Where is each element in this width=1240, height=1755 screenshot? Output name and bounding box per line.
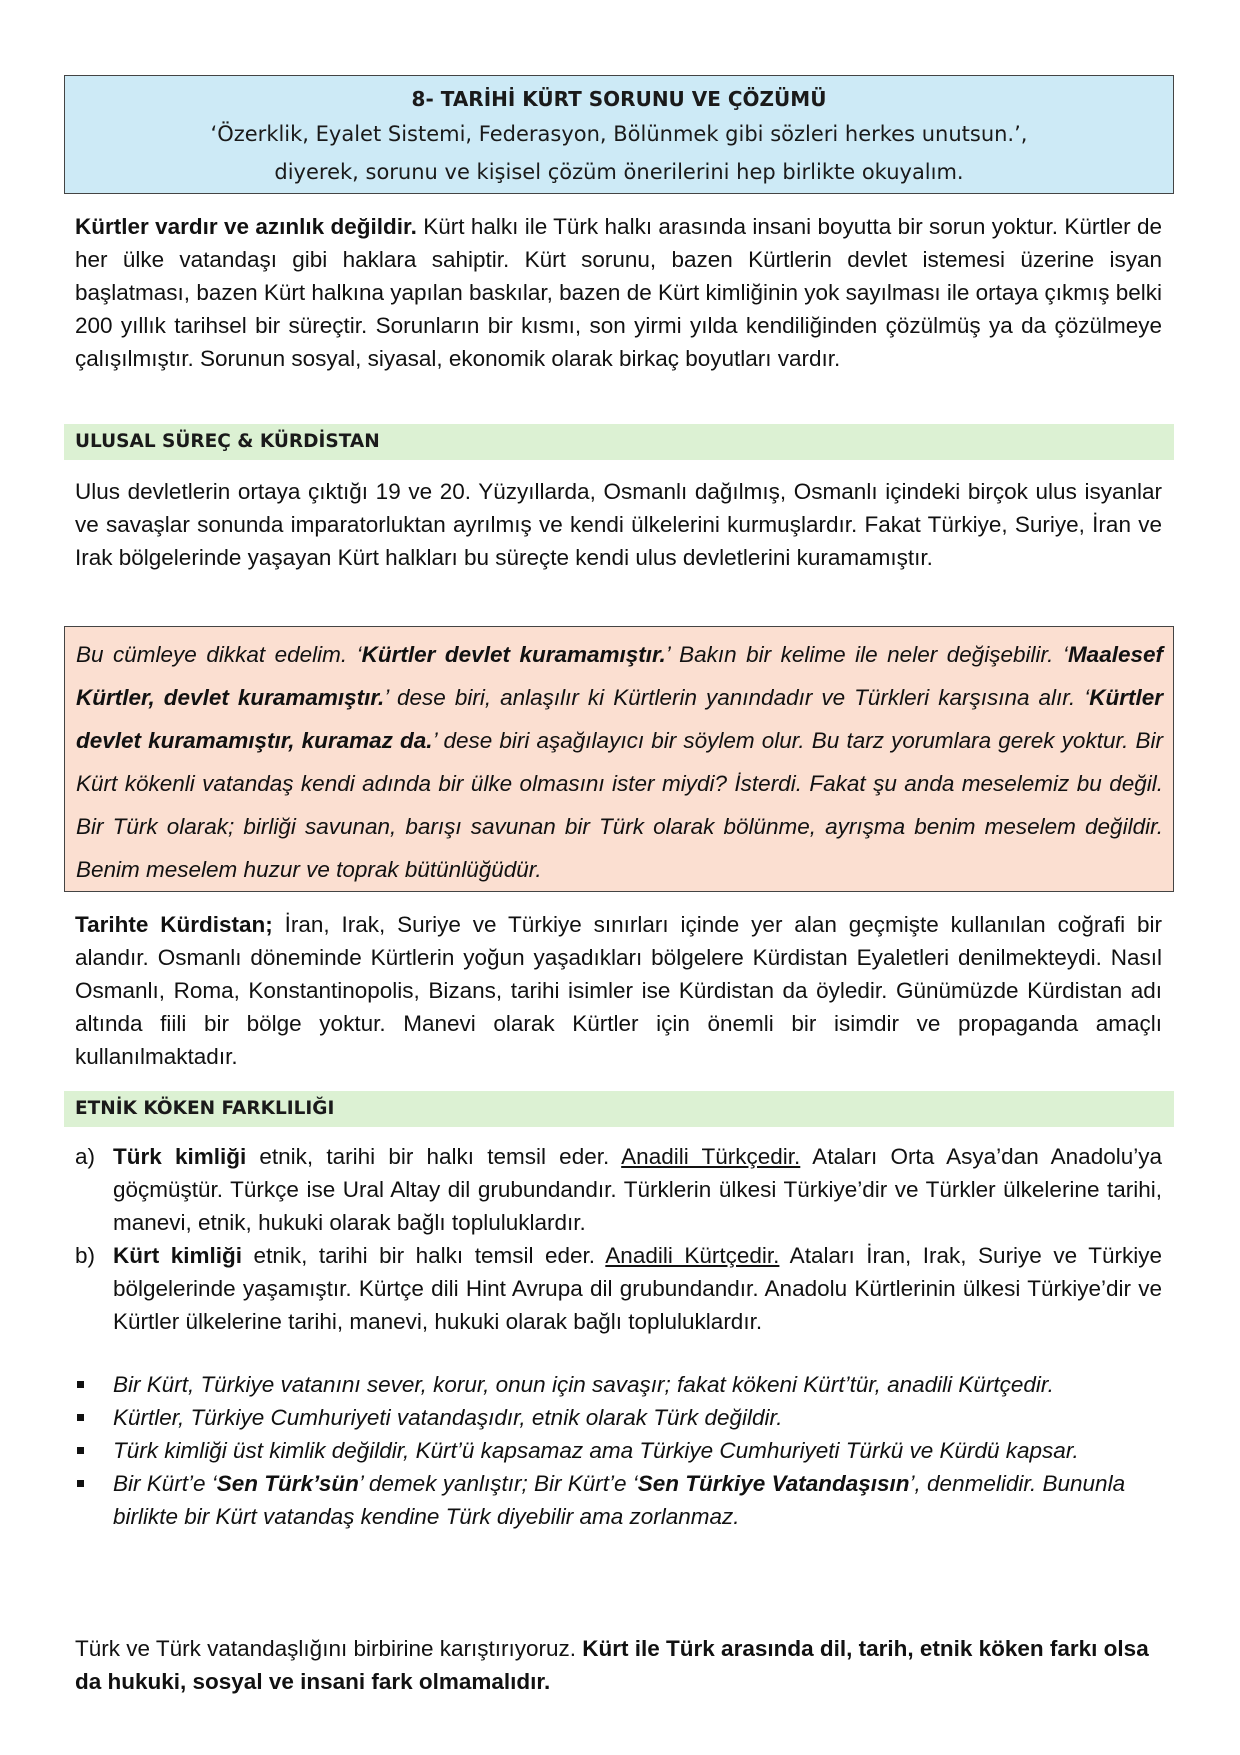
- section-heading-etnik-koken: ETNİK KÖKEN FARKLILIĞI: [64, 1091, 1174, 1127]
- title-box: [64, 75, 1174, 194]
- quote-paragraph: Bu cümleye dikkat edelim. ‘Kürtler devlet kuramamıştır.’ Bakın bir kelime ile neler değişebilir. ‘Maalesef Kürtler, devlet kuramamıştır.’ dese biri, anlaşılır ki Kürtlerin yanındadır ve Türkleri karşısına alır. ‘Kürtler devlet kuramamıştır, kuramaz da.’ dese biri aşağılayıcı bir söylem olur. Bu tarz yorumlara gerek yoktur. Bir Kürt kökenli vatandaş kendi adında bir ülke olmasını ister miydi? İsterdi. Fakat şu anda meselemiz bu değil. Bir Türk olarak; birliği savunan, barışı savunan bir Türk olarak bölünme, ayrışma benim meselem değildir. Benim meselem huzur ve toprak bütünlüğüdür.: [76, 642, 1163, 882]
- list-marker: a): [75, 1144, 96, 1169]
- title-subtitle-line-2: diyerek, sorunu ve kişisel çözüm önerilerini hep birlikte okuyalım.: [274, 160, 964, 184]
- list-item: b) Kürt kimliği etnik, tarihi bir halkı temsil eder. Anadili Kürtçedir. Ataları İran, Irak, Suriye ve Türkiye bölgelerinde yaşamıştır. Kürtçe dili Hint Avrupa dil grubundandır. Anadolu Kürtlerinin ülkesi Türkiye’dir ve Kürtler ülkelerine tarihi, manevi, hukuki olarak bağlı topluluklardır.: [75, 1239, 1162, 1338]
- kurdistan-paragraph: Tarihte Kürdistan; İran, Irak, Suriye ve Türkiye sınırları içinde yer alan geçmişte kullanılan coğrafi bir alandır. Osmanlı döneminde Kürtlerin yoğun yaşadıkları bölgelere Kürdistan Eyaletleri denilmekteydi. Nasıl Osmanlı, Roma, Konstantinopolis, Bizans, tarihi isimler ise Kürdistan da öyledir. Günümüzde Kürdistan adı altında fiili bir bölge yoktur. Manevi olarak Kürtler için önemli bir isimdir ve propaganda amaçlı kullanılmaktadır.: [75, 912, 1162, 1069]
- conclusion-paragraph: Türk ve Türk vatandaşlığını birbirine karıştırıyoruz. Kürt ile Türk arasında dil, tarih, etnik köken farkı olsa da hukuki, sosyal ve insani fark olmamalıdır.: [75, 1636, 1149, 1694]
- list-item: a) Türk kimliği etnik, tarihi bir halkı temsil eder. Anadili Türkçedir. Ataları Orta Asya’dan Anadolu’ya göçmüştür. Türkçe ise Ural Altay dil grubundandır. Türklerin ülkesi Türkiye’dir ve Türkler ülkelerine tarihi, manevi, etnik, hukuki olarak bağlı topluluklardır.: [75, 1140, 1162, 1239]
- square-bullet-icon: [77, 1447, 84, 1454]
- bullet-item: Kürtler, Türkiye Cumhuriyeti vatandaşıdır, etnik olarak Türk değildir.: [75, 1401, 1162, 1434]
- square-bullet-icon: [77, 1480, 84, 1487]
- bullet-item: Türk kimliği üst kimlik değildir, Kürt’ü kapsamaz ama Türkiye Cumhuriyeti Türkü ve Kürdü kapsar.: [75, 1434, 1162, 1467]
- ulusal-surec-paragraph: Ulus devletlerin ortaya çıktığı 19 ve 20. Yüzyıllarda, Osmanlı dağılmış, Osmanlı içindeki birçok ulus isyanlar ve savaşlar sonunda imparatorluktan ayrılmış ve kendi ülkelerini kurmuşlardır. Fakat Türkiye, Suriye, İran ve Irak bölgelerinde yaşayan Kürt halkları bu süreçte kendi ulus devletlerini kuramamıştır.: [75, 479, 1162, 570]
- quote-bold-2: Maalesef Kürtler, devlet kuramamıştır.: [76, 642, 1163, 710]
- square-bullet-icon: [77, 1381, 84, 1388]
- bullet-item: Bir Kürt, Türkiye vatanını sever, korur, onun için savaşır; fakat kökeni Kürt’tür, anadili Kürtçedir.: [75, 1368, 1162, 1401]
- quote-bold-1: Kürtler devlet kuramamıştır.: [361, 642, 666, 667]
- square-bullet-icon: [77, 1414, 84, 1421]
- bullet-item: Bir Kürt’e ‘Sen Türk’sün’ demek yanlıştır; Bir Kürt’e ‘Sen Türkiye Vatandaşısın’, denmelidir. Bununla birlikte bir Kürt vatandaş kendine Türk diyebilir ama zorlanmaz.: [75, 1467, 1162, 1533]
- kurdistan-bold: Tarihte Kürdistan;: [75, 912, 273, 937]
- page-title: 8- TARİHİ KÜRT SORUNU VE ÇÖZÜMÜ: [411, 87, 827, 111]
- intro-text: Kürt halkı ile Türk halkı arasında insani boyutta bir sorun yoktur. Kürtler de her ülke vatandaşı gibi haklara sahiptir. Kürt sorunu, bazen Kürtlerin devlet istemesi üzerine isyan başlatması, bazen Kürt halkına yapılan baskılar, bazen de Kürt kimliğinin yok sayılması ile ortaya çıkmış belki 200 yıllık tarihsel bir süreçtir. Sorunların bir kısmı, son yirmi yılda kendiliğinden çözülmüş ya da çözülmeye çalışılmıştır. Sorunun sosyal, siyasal, ekonomik olarak birkaç boyutları vardır.: [75, 214, 1162, 371]
- list-marker: b): [75, 1243, 96, 1268]
- bullet-list: [75, 1368, 1162, 1533]
- conclusion-bold: Kürt ile Türk arasında dil, tarih, etnik köken farkı olsa da hukuki, sosyal ve insani fark olmamalıdır.: [75, 1636, 1149, 1694]
- quote-bold-3: Kürtler devlet kuramamıştır, kuramaz da.: [76, 685, 1163, 753]
- highlight-quote-box: [64, 626, 1174, 892]
- section-heading-ulusal-surec: ULUSAL SÜREÇ & KÜRDİSTAN: [64, 424, 1174, 460]
- identity-list: [75, 1140, 1162, 1338]
- intro-bold: Kürtler vardır ve azınlık değildir.: [75, 214, 417, 239]
- intro-paragraph: [75, 210, 1162, 375]
- title-subtitle-line-1: ‘Özerklik, Eyalet Sistemi, Federasyon, Bölünmek gibi sözleri herkes unutsun.’,: [210, 122, 1028, 146]
